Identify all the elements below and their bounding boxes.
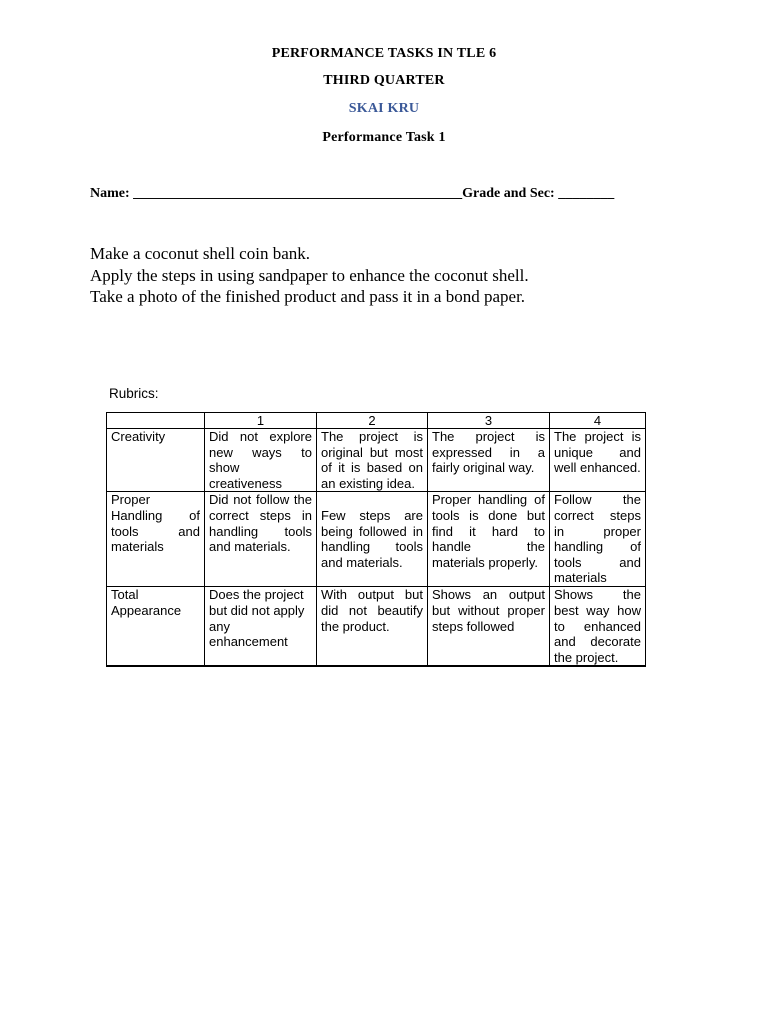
rubric-cell: Did not explore new ways to show creativeness [205,429,317,492]
rubric-header-cell: 2 [317,413,428,429]
rubric-header-row [107,413,646,429]
rubric-row-handling [107,492,646,587]
rubric-criterion: Proper Handling of tools and materials [107,492,205,587]
rubric-header-cell: 1 [205,413,317,429]
rubric-cell: Shows the best way how to enhanced and decorate the project. [550,587,646,667]
document-title: PERFORMANCE TASKS IN TLE 6 [271,46,497,61]
rubric-cell: Does the project but did not apply any enhancement [205,587,317,667]
rubric-header-cell [107,413,205,429]
instructions [90,243,529,308]
rubric-row-creativity [107,429,646,492]
rubric-cell: The project is unique and well enhanced. [550,429,646,492]
rubric-cell: Shows an output but without proper steps followed [428,587,550,667]
rubric-criterion: Creativity [107,429,205,492]
rubric-cell: The project is expressed in a fairly original way. [428,429,550,492]
rubric-cell: Proper handling of tools is done but find it hard to handle the materials properly. [428,492,550,587]
teacher-name: SKAI KRU [348,101,420,116]
rubric-cell: Few steps are being followed in handling tools and materials. [317,492,428,587]
name-grade-line: Name: _______________________________________________Grade and Sec: ________ [90,186,615,201]
quarter-label: THIRD QUARTER [323,73,445,88]
instruction-line: Make a coconut shell coin bank. [90,244,310,263]
rubric-cell: Did not follow the correct steps in handling tools and materials. [205,492,317,587]
rubric-cell: Follow the correct steps in proper handling of tools and materials [550,492,646,587]
rubric-header-cell: 4 [550,413,646,429]
instruction-line: Take a photo of the finished product and pass it in a bond paper. [90,287,526,306]
rubric-table [106,412,646,667]
rubric-row-appearance [107,587,646,667]
rubric-header-cell: 3 [428,413,550,429]
rubric-cell: With output but did not beautify the product. [317,587,428,667]
rubric-cell: The project is original but most of it is based on an existing idea. [317,429,428,492]
rubrics-label: Rubrics: [109,386,159,401]
instruction-line: Apply the steps in using sandpaper to enhance the coconut shell. [90,265,529,285]
rubric-criterion: Total Appearance [107,587,205,667]
task-title: Performance Task 1 [322,130,446,145]
